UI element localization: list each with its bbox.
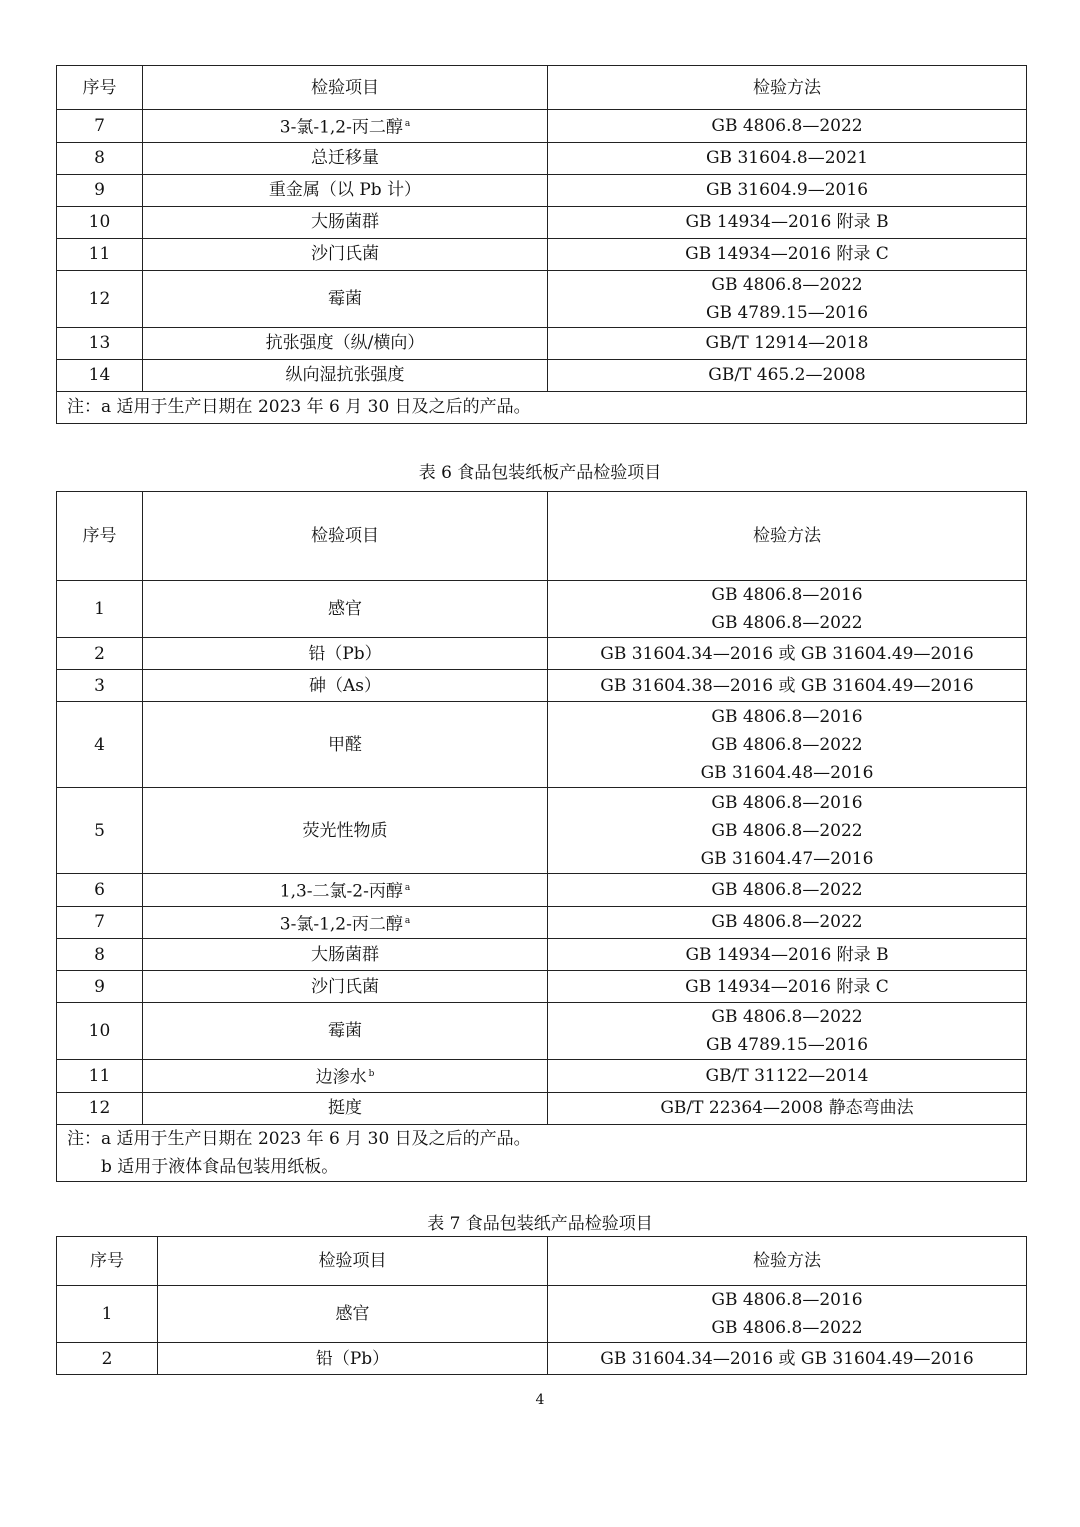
row-method [548,327,1027,359]
item-text: 沙门氏菌 [311,244,379,265]
table-header-row [57,1237,1027,1286]
method-line: GB 4806.8—2022 [711,274,863,295]
method-line: GB 31604.47—2016 [700,848,874,869]
header-number: 序号 [57,1237,158,1286]
row-number: 7 [57,906,143,939]
method-line: GB 31604.38—2016 或 GB 31604.49—2016 [600,675,974,696]
note-line: 注：a 适用于生产日期在 2023 年 6 月 30 日及之后的产品。 [67,397,531,418]
row-method [548,1286,1027,1343]
row-number: 4 [57,702,143,788]
table-row [57,874,1027,907]
row-method [548,1003,1027,1060]
method-line: GB 4806.8—2022 [711,879,863,900]
row-item [143,238,548,270]
note-line: 注：a 适用于生产日期在 2023 年 6 月 30 日及之后的产品。 [67,1128,531,1149]
row-number: 11 [57,1060,143,1093]
method-line: GB 31604.34—2016 或 GB 31604.49—2016 [600,1348,974,1369]
method-line: GB 4806.8—2022 [711,820,863,841]
header-item: 检验项目 [158,1237,548,1286]
row-method [548,206,1027,238]
table-row [57,1286,1027,1343]
row-number: 6 [57,874,143,907]
item-text: 霉菌 [328,1021,362,1042]
row-number: 1 [57,1286,158,1343]
table-row [57,702,1027,788]
note-line: b 适用于液体食品包装用纸板。 [67,1156,339,1177]
table-7-caption: 表 7 食品包装纸产品检验项目 [427,1214,653,1234]
table-header-row [57,66,1027,110]
method-line: GB 4789.15—2016 [705,1035,869,1056]
row-number: 13 [57,327,143,359]
row-method [548,270,1027,327]
table-row [57,1060,1027,1093]
row-item [143,906,548,939]
row-number: 3 [57,670,143,702]
row-number: 8 [57,142,143,174]
table-note-row [57,1124,1027,1181]
row-method [548,702,1027,788]
item-text: 砷（As） [308,675,381,696]
row-method [548,939,1027,971]
row-item [143,359,548,391]
row-method [548,874,1027,907]
method-line: GB 31604.8—2021 [705,148,869,169]
footnote-marker: b [368,1069,375,1080]
method-line: GB 4806.8—2022 [711,734,863,755]
item-text: 大肠菌群 [311,944,379,965]
row-item [143,1060,548,1093]
method-line: GB 31604.9—2016 [705,180,869,201]
row-number: 12 [57,1092,143,1124]
row-number: 2 [57,1343,158,1375]
row-item [143,581,548,638]
row-number: 10 [57,1003,143,1060]
row-method [548,1092,1027,1124]
row-item [143,110,548,143]
item-text: 铅（Pb） [308,643,382,664]
row-number: 14 [57,359,143,391]
method-line: GB 14934—2016 附录 B [685,944,889,965]
method-line: GB 4806.8—2022 [711,115,863,136]
method-line: GB 31604.34—2016 或 GB 31604.49—2016 [600,643,974,664]
table-row [57,206,1027,238]
item-text: 沙门氏菌 [311,976,379,997]
header-item: 检验项目 [143,492,548,581]
row-item [158,1286,548,1343]
table-header-row [57,492,1027,581]
table-row [57,939,1027,971]
table-7 [56,1236,1027,1375]
row-item [143,702,548,788]
row-number: 1 [57,581,143,638]
table-row [57,238,1027,270]
method-line: GB 14934—2016 附录 C [685,976,889,997]
item-text: 1,3-二氯-2-丙醇 [279,881,403,902]
row-number: 8 [57,939,143,971]
row-number: 9 [57,971,143,1003]
table-row [57,270,1027,327]
table-row [57,174,1027,206]
row-method [548,906,1027,939]
row-item [143,142,548,174]
header-number: 序号 [57,66,143,110]
row-method [548,581,1027,638]
row-item [143,638,548,670]
row-item [143,788,548,874]
row-item [143,270,548,327]
method-line: GB 4806.8—2016 [711,585,863,605]
method-line: GB/T 22364—2008 静态弯曲法 [660,1098,914,1119]
item-text: 总迁移量 [311,148,379,169]
table-row [57,581,1027,638]
footnote-marker: a [404,915,411,926]
footnote-marker: a [404,119,411,129]
table-6-caption: 表 6 食品包装纸板产品检验项目 [418,463,662,483]
method-line: GB 4806.8—2016 [711,1290,863,1310]
item-text: 重金属（以 Pb 计） [268,180,422,201]
row-method [548,670,1027,702]
footnote-marker: a [404,883,411,893]
row-number: 11 [57,238,143,270]
row-method [548,788,1027,874]
header-number: 序号 [57,492,143,581]
item-text: 甲醛 [328,734,362,755]
item-text: 边渗水 [315,1067,367,1088]
item-text: 3-氯-1,2-丙二醇 [279,914,403,935]
item-text: 霉菌 [328,288,362,309]
row-number: 5 [57,788,143,874]
table-row [57,359,1027,391]
method-line: GB 14934—2016 附录 C [685,244,889,265]
method-line: GB 4789.15—2016 [705,302,869,323]
row-item [143,327,548,359]
row-method [548,238,1027,270]
item-text: 抗张强度（纵/横向） [265,333,425,354]
table-row [57,110,1027,143]
row-item [143,1092,548,1124]
item-text: 挺度 [328,1098,362,1119]
row-item [143,939,548,971]
table-5-continued [56,65,1027,424]
table-row [57,1003,1027,1060]
row-item [143,874,548,907]
row-method [548,971,1027,1003]
item-text: 铅（Pb） [315,1348,390,1369]
method-line: GB 31604.48—2016 [700,762,874,783]
row-method [548,638,1027,670]
method-line: GB/T 12914—2018 [705,333,869,354]
row-number: 7 [57,110,143,143]
row-number: 2 [57,638,143,670]
method-line: GB 4806.8—2016 [711,792,863,813]
item-text: 大肠菌群 [311,212,379,233]
row-item [143,174,548,206]
method-line: GB 4806.8—2022 [711,613,863,633]
row-method [548,110,1027,143]
method-line: GB 4806.8—2016 [711,706,863,727]
row-method [548,174,1027,206]
table-note [57,1124,1027,1181]
row-item [143,670,548,702]
item-text: 3-氯-1,2-丙二醇 [279,117,403,138]
method-line: GB 4806.8—2022 [711,1318,863,1338]
method-line: GB/T 465.2—2008 [708,365,866,386]
method-line: GB 4806.8—2022 [711,912,863,933]
table-row [57,1343,1027,1375]
row-number: 9 [57,174,143,206]
row-method [548,142,1027,174]
table-6 [56,491,1027,1182]
header-method: 检验方法 [548,66,1027,110]
row-number: 10 [57,206,143,238]
row-method [548,1060,1027,1093]
row-item [143,1003,548,1060]
table-row [57,906,1027,939]
row-item [143,971,548,1003]
item-text: 荧光性物质 [302,820,388,841]
table-note-row [57,391,1027,423]
row-item [158,1343,548,1375]
method-line: GB 4806.8—2022 [711,1007,863,1028]
table-row [57,670,1027,702]
table-row [57,971,1027,1003]
table-row [57,1092,1027,1124]
item-text: 感官 [335,1304,370,1324]
table-row [57,638,1027,670]
table-row [57,327,1027,359]
row-method [548,359,1027,391]
item-text: 感官 [328,599,362,619]
table-note [57,391,1027,423]
header-method: 检验方法 [548,492,1027,581]
row-method [548,1343,1027,1375]
item-text: 纵向湿抗张强度 [285,365,405,386]
table-row [57,788,1027,874]
page-number: 4 [535,1392,545,1408]
row-item [143,206,548,238]
table-row [57,142,1027,174]
method-line: GB 14934—2016 附录 B [685,212,889,233]
row-number: 12 [57,270,143,327]
header-method: 检验方法 [548,1237,1027,1286]
method-line: GB/T 31122—2014 [705,1066,869,1087]
header-item: 检验项目 [143,66,548,110]
